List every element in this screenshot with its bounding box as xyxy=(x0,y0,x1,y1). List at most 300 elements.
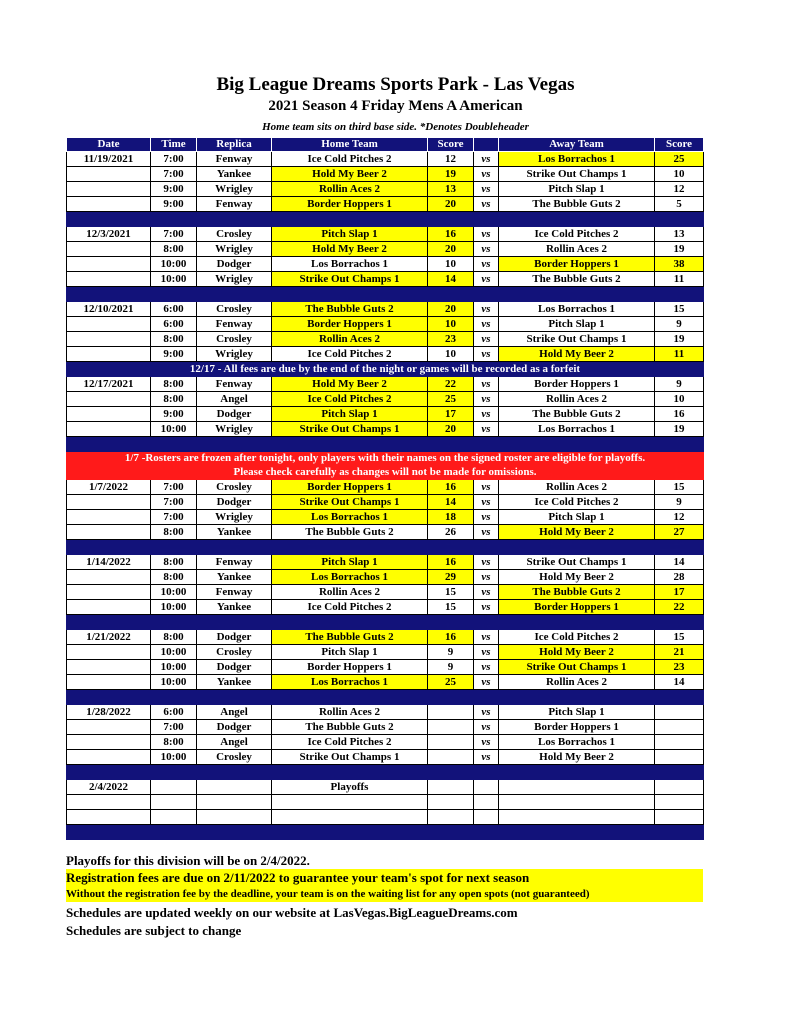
game-time: 9:00 xyxy=(151,182,197,197)
home-score: 10 xyxy=(428,257,474,272)
away-score: 11 xyxy=(655,272,704,287)
empty-cell xyxy=(197,810,272,825)
game-field: Angel xyxy=(197,735,272,750)
game-time: 10:00 xyxy=(151,600,197,615)
vs-label: vs xyxy=(474,600,499,615)
home-team: Los Borrachos 1 xyxy=(272,570,428,585)
away-score: 9 xyxy=(655,495,704,510)
game-row xyxy=(67,720,704,735)
separator-cell xyxy=(499,212,655,227)
vs-label: vs xyxy=(474,347,499,362)
away-team: Los Borrachos 1 xyxy=(499,302,655,317)
separator-cell xyxy=(428,690,474,705)
game-field: Yankee xyxy=(197,600,272,615)
empty-row xyxy=(67,810,704,825)
game-row xyxy=(67,555,704,570)
vs-label: vs xyxy=(474,227,499,242)
playoffs-label: Playoffs xyxy=(272,780,428,795)
game-field: Yankee xyxy=(197,675,272,690)
home-team: Ice Cold Pitches 2 xyxy=(272,392,428,407)
away-team: Los Borrachos 1 xyxy=(499,422,655,437)
game-date xyxy=(67,525,151,540)
separator-cell xyxy=(67,287,151,302)
home-score xyxy=(428,750,474,765)
away-score: 14 xyxy=(655,555,704,570)
empty-cell xyxy=(151,795,197,810)
game-date xyxy=(67,392,151,407)
separator-cell xyxy=(272,437,428,452)
game-time: 7:00 xyxy=(151,495,197,510)
vs-label: vs xyxy=(474,585,499,600)
home-team: Los Borrachos 1 xyxy=(272,675,428,690)
away-score: 10 xyxy=(655,392,704,407)
away-team: Rollin Aces 2 xyxy=(499,392,655,407)
away-team: Border Hoppers 1 xyxy=(499,257,655,272)
separator-row xyxy=(67,615,704,630)
vs-label: vs xyxy=(474,555,499,570)
game-date: 1/28/2022 xyxy=(67,705,151,720)
separator-cell xyxy=(474,825,499,840)
away-score: 15 xyxy=(655,480,704,495)
vs-label: vs xyxy=(474,422,499,437)
game-time: 8:00 xyxy=(151,332,197,347)
separator-cell xyxy=(151,287,197,302)
game-field: Yankee xyxy=(197,525,272,540)
away-score: 21 xyxy=(655,645,704,660)
game-time: 8:00 xyxy=(151,242,197,257)
separator-cell xyxy=(151,690,197,705)
away-score: 12 xyxy=(655,182,704,197)
separator-cell xyxy=(655,615,704,630)
home-score: 14 xyxy=(428,495,474,510)
game-row xyxy=(67,182,704,197)
game-field: Dodger xyxy=(197,630,272,645)
game-date: 1/14/2022 xyxy=(67,555,151,570)
home-team: Los Borrachos 1 xyxy=(272,510,428,525)
game-row xyxy=(67,525,704,540)
away-team: Hold My Beer 2 xyxy=(499,645,655,660)
game-field: Crosley xyxy=(197,302,272,317)
roster-notice-row xyxy=(67,466,704,480)
game-field: Fenway xyxy=(197,152,272,167)
col-date: Date xyxy=(67,138,151,152)
home-team: Ice Cold Pitches 2 xyxy=(272,347,428,362)
home-score: 16 xyxy=(428,480,474,495)
game-time: 8:00 xyxy=(151,630,197,645)
separator-cell xyxy=(499,825,655,840)
game-time: 7:00 xyxy=(151,510,197,525)
separator-row xyxy=(67,825,704,840)
separator-cell xyxy=(474,287,499,302)
home-team: Ice Cold Pitches 2 xyxy=(272,152,428,167)
game-row xyxy=(67,317,704,332)
game-field: Yankee xyxy=(197,570,272,585)
game-time: 6:00 xyxy=(151,302,197,317)
home-score: 16 xyxy=(428,555,474,570)
away-team: Rollin Aces 2 xyxy=(499,480,655,495)
home-score: 20 xyxy=(428,197,474,212)
empty-cell xyxy=(499,780,655,795)
vs-label: vs xyxy=(474,705,499,720)
game-field: Crosley xyxy=(197,480,272,495)
separator-cell xyxy=(197,287,272,302)
separator-cell xyxy=(151,825,197,840)
home-team: Pitch Slap 1 xyxy=(272,645,428,660)
game-date xyxy=(67,317,151,332)
empty-cell xyxy=(499,810,655,825)
empty-cell xyxy=(474,810,499,825)
separator-cell xyxy=(474,690,499,705)
game-field: Dodger xyxy=(197,720,272,735)
col-away-team: Away Team xyxy=(499,138,655,152)
col-time: Time xyxy=(151,138,197,152)
home-score xyxy=(428,705,474,720)
game-row xyxy=(67,332,704,347)
game-row xyxy=(67,600,704,615)
game-date xyxy=(67,750,151,765)
separator-cell xyxy=(67,825,151,840)
home-score: 29 xyxy=(428,570,474,585)
away-team: The Bubble Guts 2 xyxy=(499,197,655,212)
game-date xyxy=(67,167,151,182)
game-field: Crosley xyxy=(197,750,272,765)
empty-cell xyxy=(655,810,704,825)
game-date: 11/19/2021 xyxy=(67,152,151,167)
away-score: 38 xyxy=(655,257,704,272)
separator-cell xyxy=(474,540,499,555)
away-team: Rollin Aces 2 xyxy=(499,675,655,690)
separator-cell xyxy=(655,690,704,705)
separator-cell xyxy=(428,540,474,555)
registration-note: Registration fees are due on 2/11/2022 to guarantee your team's spot for next season xyxy=(66,869,703,887)
game-date xyxy=(67,585,151,600)
away-score: 13 xyxy=(655,227,704,242)
separator-cell xyxy=(151,615,197,630)
website-note: Schedules are updated weekly on our website at LasVegas.BigLeagueDreams.com xyxy=(66,905,518,920)
game-field: Crosley xyxy=(197,227,272,242)
vs-label: vs xyxy=(474,407,499,422)
vs-label: vs xyxy=(474,735,499,750)
home-score: 15 xyxy=(428,600,474,615)
away-score: 5 xyxy=(655,197,704,212)
away-score: 9 xyxy=(655,377,704,392)
vs-label: vs xyxy=(474,570,499,585)
away-score: 11 xyxy=(655,347,704,362)
home-score: 10 xyxy=(428,347,474,362)
home-score: 9 xyxy=(428,645,474,660)
separator-cell xyxy=(197,437,272,452)
game-field: Yankee xyxy=(197,167,272,182)
home-team: Rollin Aces 2 xyxy=(272,705,428,720)
game-time: 8:00 xyxy=(151,392,197,407)
game-row xyxy=(67,510,704,525)
game-field: Crosley xyxy=(197,645,272,660)
header-row xyxy=(67,138,704,152)
home-team: Strike Out Champs 1 xyxy=(272,422,428,437)
separator-cell xyxy=(67,212,151,227)
away-score: 28 xyxy=(655,570,704,585)
empty-cell xyxy=(499,795,655,810)
home-team: Border Hoppers 1 xyxy=(272,480,428,495)
vs-label: vs xyxy=(474,720,499,735)
empty-cell xyxy=(428,810,474,825)
separator-cell xyxy=(67,615,151,630)
separator-cell xyxy=(428,212,474,227)
separator-cell xyxy=(197,540,272,555)
home-team: The Bubble Guts 2 xyxy=(272,302,428,317)
game-row xyxy=(67,675,704,690)
game-date xyxy=(67,660,151,675)
game-row xyxy=(67,570,704,585)
away-score: 9 xyxy=(655,317,704,332)
game-date xyxy=(67,242,151,257)
empty-cell xyxy=(474,780,499,795)
separator-row xyxy=(67,437,704,452)
empty-cell xyxy=(428,795,474,810)
away-team: Hold My Beer 2 xyxy=(499,570,655,585)
vs-label: vs xyxy=(474,660,499,675)
game-time: 7:00 xyxy=(151,720,197,735)
vs-label: vs xyxy=(474,332,499,347)
game-row xyxy=(67,705,704,720)
game-row xyxy=(67,645,704,660)
home-team: Rollin Aces 2 xyxy=(272,182,428,197)
schedule-table xyxy=(66,137,704,840)
home-score: 17 xyxy=(428,407,474,422)
game-row xyxy=(67,660,704,675)
away-team: Los Borrachos 1 xyxy=(499,735,655,750)
game-row xyxy=(67,495,704,510)
away-team: The Bubble Guts 2 xyxy=(499,272,655,287)
home-score: 15 xyxy=(428,585,474,600)
home-score: 12 xyxy=(428,152,474,167)
game-time: 10:00 xyxy=(151,257,197,272)
separator-cell xyxy=(272,825,428,840)
separator-cell xyxy=(655,437,704,452)
separator-cell xyxy=(655,765,704,780)
separator-cell xyxy=(499,690,655,705)
game-time: 6:00 xyxy=(151,705,197,720)
separator-cell xyxy=(197,765,272,780)
empty-cell xyxy=(151,810,197,825)
empty-cell xyxy=(655,795,704,810)
separator-cell xyxy=(474,615,499,630)
game-row xyxy=(67,585,704,600)
game-field: Angel xyxy=(197,392,272,407)
home-team-note: Home team sits on third base side. *Denotes Doubleheader xyxy=(262,121,529,133)
away-score: 23 xyxy=(655,660,704,675)
game-field: Wrigley xyxy=(197,182,272,197)
game-row xyxy=(67,257,704,272)
separator-cell xyxy=(151,765,197,780)
game-field: Wrigley xyxy=(197,510,272,525)
game-field: Wrigley xyxy=(197,347,272,362)
game-field: Fenway xyxy=(197,317,272,332)
roster-notice: 1/7 -Rosters are frozen after tonight, only players with their names on the signed roster are eligible for playoffs. xyxy=(67,452,704,466)
separator-cell xyxy=(428,437,474,452)
col-vs xyxy=(474,138,499,152)
playoffs-row xyxy=(67,780,704,795)
home-score: 23 xyxy=(428,332,474,347)
empty-cell xyxy=(272,810,428,825)
game-date xyxy=(67,510,151,525)
playoffs-date: 2/4/2022 xyxy=(67,780,151,795)
game-time: 9:00 xyxy=(151,347,197,362)
away-score xyxy=(655,750,704,765)
separator-cell xyxy=(67,540,151,555)
game-time: 8:00 xyxy=(151,555,197,570)
game-row xyxy=(67,242,704,257)
vs-label: vs xyxy=(474,242,499,257)
separator-cell xyxy=(272,212,428,227)
game-row xyxy=(67,272,704,287)
home-team: Border Hoppers 1 xyxy=(272,197,428,212)
game-row xyxy=(67,377,704,392)
home-team: Strike Out Champs 1 xyxy=(272,495,428,510)
game-date xyxy=(67,675,151,690)
home-score xyxy=(428,720,474,735)
home-team: Rollin Aces 2 xyxy=(272,585,428,600)
empty-cell xyxy=(474,795,499,810)
away-score: 14 xyxy=(655,675,704,690)
away-team: Border Hoppers 1 xyxy=(499,720,655,735)
separator-cell xyxy=(655,540,704,555)
away-score: 22 xyxy=(655,600,704,615)
game-field: Dodger xyxy=(197,660,272,675)
fees-notice: 12/17 - All fees are due by the end of the night or games will be recorded as a forfeit xyxy=(67,362,704,377)
game-date: 1/21/2022 xyxy=(67,630,151,645)
col-home-team: Home Team xyxy=(272,138,428,152)
empty-cell xyxy=(428,780,474,795)
game-field: Fenway xyxy=(197,555,272,570)
home-score: 20 xyxy=(428,242,474,257)
home-score: 25 xyxy=(428,675,474,690)
game-date xyxy=(67,720,151,735)
game-row xyxy=(67,347,704,362)
separator-cell xyxy=(197,690,272,705)
game-date xyxy=(67,272,151,287)
away-score: 15 xyxy=(655,630,704,645)
game-row xyxy=(67,302,704,317)
empty-cell xyxy=(272,795,428,810)
game-time: 10:00 xyxy=(151,272,197,287)
away-team: Strike Out Champs 1 xyxy=(499,167,655,182)
separator-row xyxy=(67,287,704,302)
home-score: 10 xyxy=(428,317,474,332)
away-team: Ice Cold Pitches 2 xyxy=(499,630,655,645)
empty-row xyxy=(67,795,704,810)
game-date xyxy=(67,570,151,585)
game-row xyxy=(67,750,704,765)
notice-row xyxy=(67,362,704,377)
away-team: Pitch Slap 1 xyxy=(499,182,655,197)
game-row xyxy=(67,197,704,212)
separator-row xyxy=(67,690,704,705)
vs-label: vs xyxy=(474,630,499,645)
separator-cell xyxy=(151,212,197,227)
separator-cell xyxy=(67,437,151,452)
game-row xyxy=(67,735,704,750)
separator-cell xyxy=(428,287,474,302)
game-time: 7:00 xyxy=(151,167,197,182)
game-field: Fenway xyxy=(197,585,272,600)
away-team: Pitch Slap 1 xyxy=(499,317,655,332)
game-date: 12/10/2021 xyxy=(67,302,151,317)
schedule-body xyxy=(67,152,704,840)
separator-cell xyxy=(499,765,655,780)
game-date xyxy=(67,735,151,750)
home-team: Pitch Slap 1 xyxy=(272,555,428,570)
home-team: Hold My Beer 2 xyxy=(272,377,428,392)
vs-label: vs xyxy=(474,750,499,765)
empty-cell xyxy=(197,780,272,795)
game-field: Angel xyxy=(197,705,272,720)
vs-label: vs xyxy=(474,525,499,540)
empty-cell xyxy=(67,795,151,810)
away-team: Pitch Slap 1 xyxy=(499,510,655,525)
separator-cell xyxy=(655,825,704,840)
away-score: 10 xyxy=(655,167,704,182)
game-time: 9:00 xyxy=(151,197,197,212)
game-time: 7:00 xyxy=(151,480,197,495)
home-score: 14 xyxy=(428,272,474,287)
separator-row xyxy=(67,212,704,227)
game-date xyxy=(67,495,151,510)
home-team: Pitch Slap 1 xyxy=(272,227,428,242)
home-score: 16 xyxy=(428,630,474,645)
separator-cell xyxy=(197,212,272,227)
game-time: 7:00 xyxy=(151,152,197,167)
home-score: 19 xyxy=(428,167,474,182)
home-score: 20 xyxy=(428,302,474,317)
away-score: 25 xyxy=(655,152,704,167)
away-team: Strike Out Champs 1 xyxy=(499,332,655,347)
game-date xyxy=(67,197,151,212)
game-row xyxy=(67,227,704,242)
game-field: Dodger xyxy=(197,257,272,272)
vs-label: vs xyxy=(474,167,499,182)
game-field: Dodger xyxy=(197,407,272,422)
vs-label: vs xyxy=(474,495,499,510)
game-time: 10:00 xyxy=(151,422,197,437)
separator-cell xyxy=(428,825,474,840)
home-team: Pitch Slap 1 xyxy=(272,407,428,422)
game-time: 10:00 xyxy=(151,585,197,600)
home-team: Rollin Aces 2 xyxy=(272,332,428,347)
home-team: The Bubble Guts 2 xyxy=(272,630,428,645)
empty-cell xyxy=(197,795,272,810)
vs-label: vs xyxy=(474,392,499,407)
home-score: 26 xyxy=(428,525,474,540)
away-team: Strike Out Champs 1 xyxy=(499,660,655,675)
game-field: Wrigley xyxy=(197,242,272,257)
vs-label: vs xyxy=(474,257,499,272)
game-row xyxy=(67,167,704,182)
home-score: 22 xyxy=(428,377,474,392)
game-date xyxy=(67,182,151,197)
separator-cell xyxy=(655,287,704,302)
game-date xyxy=(67,422,151,437)
col-away-score: Score xyxy=(655,138,704,152)
game-row xyxy=(67,392,704,407)
away-team: Hold My Beer 2 xyxy=(499,750,655,765)
separator-cell xyxy=(197,825,272,840)
game-date: 1/7/2022 xyxy=(67,480,151,495)
away-score xyxy=(655,705,704,720)
empty-cell xyxy=(151,780,197,795)
separator-cell xyxy=(151,540,197,555)
away-score: 12 xyxy=(655,510,704,525)
